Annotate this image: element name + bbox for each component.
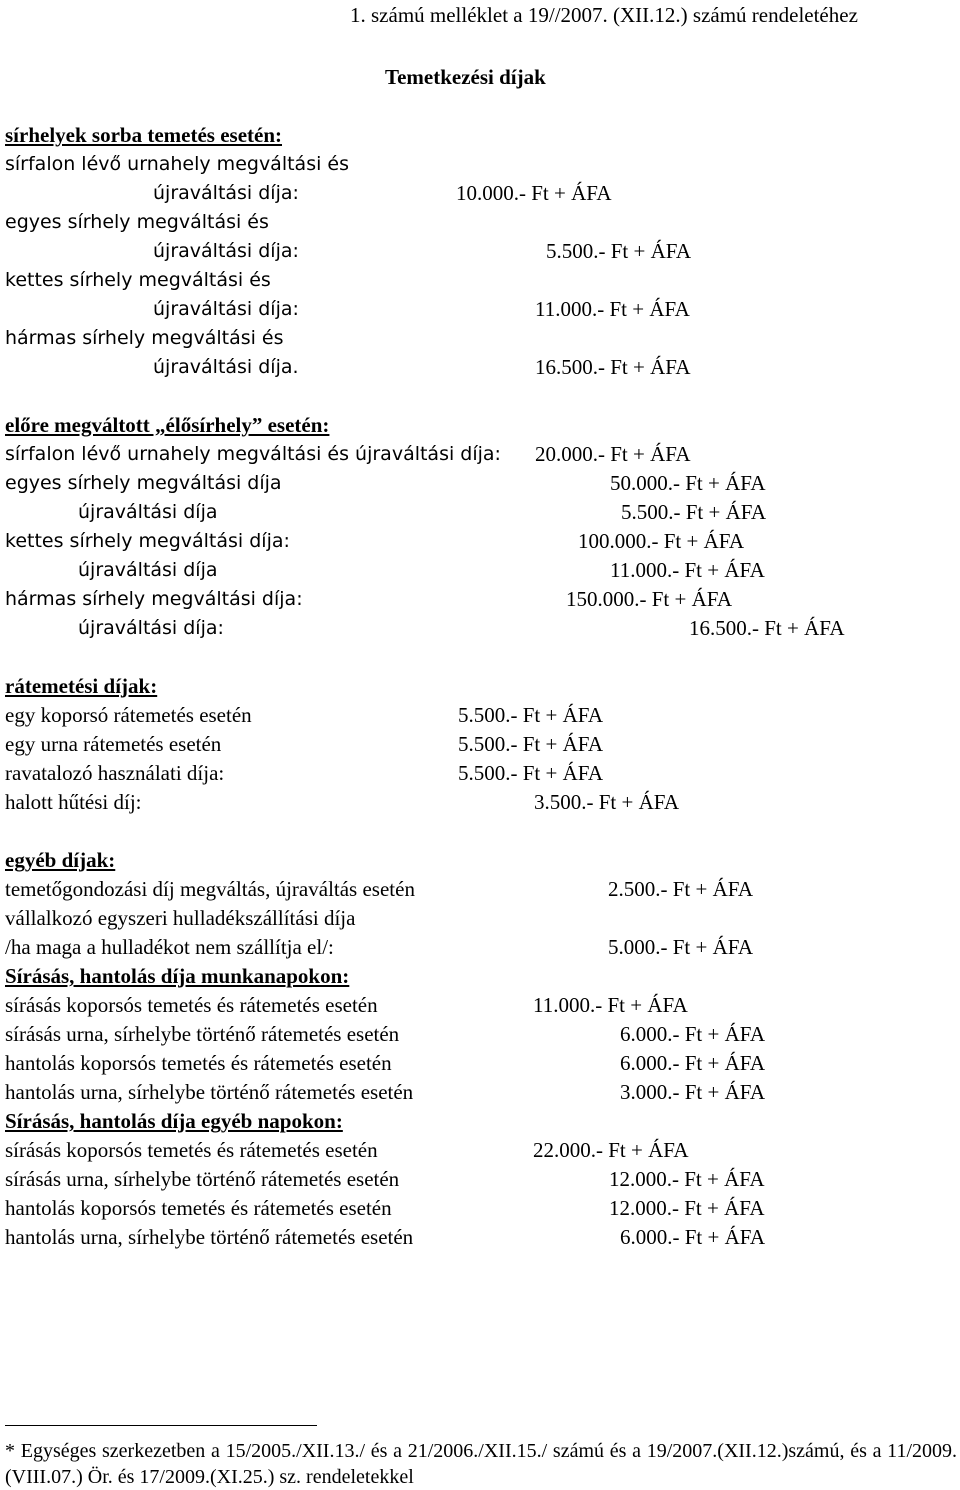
row-label: újraváltási díja <box>78 559 218 581</box>
row-price: 5.500.- Ft + ÁFA <box>546 239 692 263</box>
row-price: 6.000.- Ft + ÁFA <box>620 1051 766 1075</box>
row-label: újraváltási díja: <box>153 298 299 320</box>
row-price: 11.000.- Ft + ÁFA <box>533 993 688 1017</box>
row-label: kettes sírhely megváltási és <box>5 269 271 291</box>
row-price: 5.500.- Ft + ÁFA <box>458 732 604 756</box>
row-price: 5.000.- Ft + ÁFA <box>608 935 754 959</box>
row-price: 6.000.- Ft + ÁFA <box>620 1022 766 1046</box>
annex-reference: 1. számú melléklet a 19//2007. (XII.12.) számú rendeletéhez <box>350 3 858 27</box>
row-label: újraváltási díja <box>78 501 218 523</box>
row-label: sírfalon lévő urnahely megváltási és újraváltási díja: <box>5 443 501 465</box>
row-label: halott hűtési díj: <box>5 790 142 814</box>
row-price: 5.500.- Ft + ÁFA <box>458 703 604 727</box>
row-price: 2.500.- Ft + ÁFA <box>608 877 754 901</box>
row-price: 11.000.- Ft + ÁFA <box>610 558 765 582</box>
row-price: 50.000.- Ft + ÁFA <box>610 471 766 495</box>
row-label: /ha maga a hulladékot nem szállítja el/: <box>5 935 334 959</box>
row-label: sírásás urna, sírhelybe történő rátemetés esetén <box>5 1167 400 1191</box>
row-price: 20.000.- Ft + ÁFA <box>535 442 691 466</box>
section-heading-egyeb: egyéb díjak: <box>5 848 116 872</box>
row-price: 5.500.- Ft + ÁFA <box>458 761 604 785</box>
row-label: hármas sírhely megváltási és <box>5 327 284 349</box>
row-label: sírásás urna, sírhelybe történő rátemetés esetén <box>5 1022 400 1046</box>
row-label: sírásás koporsós temetés és rátemetés esetén <box>5 1138 378 1162</box>
row-price: 11.000.- Ft + ÁFA <box>535 297 690 321</box>
row-price: 150.000.- Ft + ÁFA <box>566 587 733 611</box>
row-label: egyes sírhely megváltási díja <box>5 472 282 494</box>
page-title: Temetkezési díjak <box>385 65 546 89</box>
section-heading-ratemetesi: rátemetési díjak: <box>5 674 158 698</box>
row-label: hantolás urna, sírhelybe történő rátemetés esetén <box>5 1225 414 1249</box>
row-label: ravatalozó használati díja: <box>5 761 225 785</box>
row-price: 16.500.- Ft + ÁFA <box>689 616 845 640</box>
row-label: újraváltási díja: <box>153 182 299 204</box>
row-label: egy urna rátemetés esetén <box>5 732 222 756</box>
section-heading-elosirhely: előre megváltott „élősírhely” esetén: <box>5 413 330 437</box>
row-label: vállalkozó egyszeri hulladékszállítási díja <box>5 906 356 930</box>
row-label: hantolás koporsós temetés és rátemetés esetén <box>5 1051 392 1075</box>
row-price: 12.000.- Ft + ÁFA <box>609 1196 765 1220</box>
row-label: újraváltási díja: <box>78 617 224 639</box>
row-price: 3.500.- Ft + ÁFA <box>534 790 680 814</box>
row-price: 6.000.- Ft + ÁFA <box>620 1225 766 1249</box>
row-price: 3.000.- Ft + ÁFA <box>620 1080 766 1104</box>
row-price: 12.000.- Ft + ÁFA <box>609 1167 765 1191</box>
row-label: hantolás urna, sírhelybe történő rátemetés esetén <box>5 1080 414 1104</box>
row-label: hantolás koporsós temetés és rátemetés esetén <box>5 1196 392 1220</box>
row-price: 10.000.- Ft + ÁFA <box>456 181 612 205</box>
row-price: 16.500.- Ft + ÁFA <box>535 355 691 379</box>
row-label: sírásás koporsós temetés és rátemetés esetén <box>5 993 378 1017</box>
row-label: egy koporsó rátemetés esetén <box>5 703 252 727</box>
subheading-munkanapokon: Sírásás, hantolás díja munkanapokon: <box>5 964 350 988</box>
row-price: 22.000.- Ft + ÁFA <box>533 1138 689 1162</box>
row-label: sírfalon lévő urnahely megváltási és <box>5 153 350 175</box>
subheading-egyeb-napokon: Sírásás, hantolás díja egyéb napokon: <box>5 1109 343 1133</box>
row-label: kettes sírhely megváltási díja: <box>5 530 290 552</box>
row-price: 5.500.- Ft + ÁFA <box>621 500 767 524</box>
row-label: temetőgondozási díj megváltás, újraváltás esetén <box>5 877 415 901</box>
footnote: * Egységes szerkezetben a 15/2005./XII.13./ és a 21/2006./XII.15./ számú és a 19/2007.(XII.12.)számú, és a 11/2009.(VIII.07.) Ör. és 17/2009.(XI.25.) sz. rendeletekkel <box>5 1440 957 1488</box>
row-label: újraváltási díja. <box>153 356 299 378</box>
row-label: egyes sírhely megváltási és <box>5 211 269 233</box>
row-label: hármas sírhely megváltási díja: <box>5 588 303 610</box>
footnote-separator <box>5 1425 317 1426</box>
section-heading-sorba: sírhelyek sorba temetés esetén: <box>5 123 282 147</box>
row-label: újraváltási díja: <box>153 240 299 262</box>
row-price: 100.000.- Ft + ÁFA <box>578 529 745 553</box>
